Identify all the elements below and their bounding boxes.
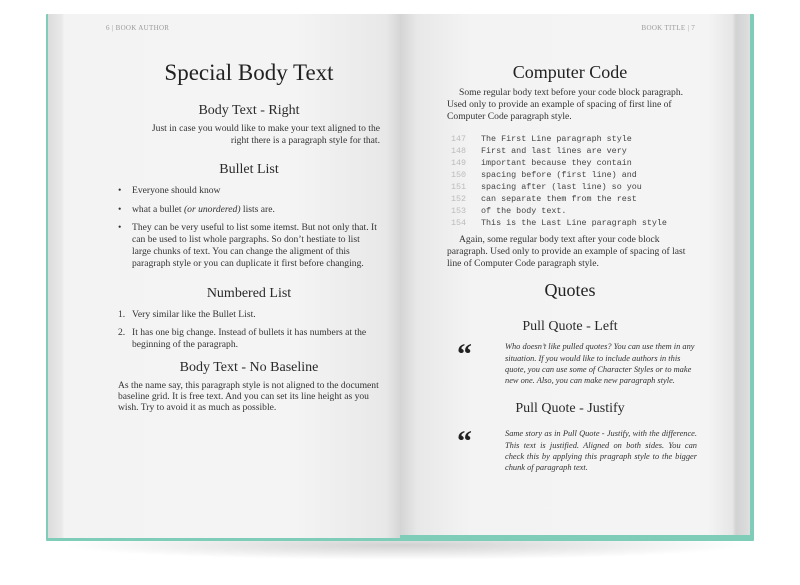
quotes-title: Quotes: [544, 280, 596, 301]
right-page: [400, 14, 750, 535]
pull-quote-justify-text: Same story as in Pull Quote - Justify, with the difference. This text is justified. Aligned on both sides. You can check this by applying this pragraph style to the bigger chunk of paragraph text.: [505, 429, 697, 473]
list-item: [118, 185, 380, 197]
code-line: [451, 157, 693, 169]
code-line: [451, 133, 693, 145]
bullet-list: [118, 185, 380, 270]
code-text: can separate them from the rest: [481, 193, 637, 204]
code-text: The First Line paragraph style: [481, 133, 632, 144]
bullet-icon: •: [118, 203, 122, 215]
running-head-left: 6 | BOOK AUTHOR: [106, 24, 170, 32]
item-text: lists are.: [240, 203, 275, 215]
list-item: [118, 327, 380, 351]
code-line: [451, 193, 693, 205]
list-item: [118, 222, 380, 271]
code-text: spacing before (first line) and: [481, 169, 637, 180]
no-baseline-text: As the name say, this paragraph style is not aligned to the document baseline grid. It is free text. And you can set its line height as you wish. Try to avoid it as much as possible.: [118, 380, 379, 414]
left-page-content: [118, 58, 380, 413]
code-line: [451, 217, 693, 229]
line-number: 149: [451, 157, 467, 168]
line-number: 147: [451, 133, 467, 144]
pull-quote-justify: [447, 425, 697, 473]
line-number: 150: [451, 169, 467, 180]
text-line: right there is a paragraph style for that.: [230, 135, 380, 147]
code-text: of the body text.: [481, 205, 567, 216]
item-text: Everyone should know: [132, 185, 221, 197]
line-number: 154: [451, 217, 467, 228]
quote-mark-icon: “: [457, 425, 472, 459]
item-text: Very similar like the Bullet List.: [132, 308, 256, 320]
item-text: They can be very useful to list some itemst. But not only that. It can be used to list whole pargraphs. So don’t hestiate to list large chunks of text. You can change the aligment of this paragraph style or you can duplicate it first before changing.: [132, 221, 377, 270]
code-text: spacing after (last line) so you: [481, 181, 642, 192]
heading-numbered-list: Numbered List: [206, 285, 292, 301]
code-text: First and last lines are very: [481, 145, 627, 156]
line-number: 151: [451, 181, 467, 192]
bullet-icon: •: [118, 221, 122, 233]
bullet-icon: •: [118, 185, 122, 197]
item-emphasis: (or unordered): [183, 203, 241, 215]
code-line: [451, 145, 693, 157]
line-number: 152: [451, 193, 467, 204]
code-text: important because they contain: [481, 157, 632, 168]
after-code-text: Again, some regular body text after your code block paragraph. Used only to provide an example of spacing of last line of Computer Code paragraph style.: [447, 233, 686, 270]
numbered-list: [118, 309, 380, 352]
text-line: Just in case you would like to make your text aligned to the: [151, 123, 380, 134]
heading-bullet-list: Bullet List: [219, 162, 279, 178]
list-item: [118, 309, 380, 321]
quote-mark-icon: “: [457, 338, 472, 372]
list-item: [118, 204, 380, 216]
code-line: [451, 181, 693, 193]
heading-pull-justify: Pull Quote - Justify: [515, 401, 625, 417]
book-spread: [46, 14, 754, 541]
left-page: [48, 14, 400, 538]
before-code-text: Some regular body text before your code block paragraph. Used only to provide an example of spacing of first line of Computer Code paragraph style.: [447, 87, 684, 123]
code-text: This is the Last Line paragraph style: [481, 217, 667, 228]
pull-quote-left-text: Who doesn’t like pulled quotes? You can use them in any situation. If you would like to include authors in this quote, you can use some of Character Styles or to make new one. Also, you can make new paragraph style.: [505, 342, 695, 386]
line-number: 153: [451, 205, 467, 216]
item-text: what a bullet: [132, 203, 184, 215]
item-text: It has one big change. Instead of bullets it has numbers at the beginning of the paragraph.: [132, 326, 367, 351]
code-title: Computer Code: [512, 62, 628, 82]
running-head-right: BOOK TITLE | 7: [641, 24, 695, 32]
item-number: 1.: [118, 308, 126, 320]
code-block: [451, 133, 693, 229]
line-number: 148: [451, 145, 467, 156]
pull-quote-left: [447, 338, 695, 386]
heading-body-right: Body Text - Right: [198, 103, 300, 118]
code-line: [451, 205, 693, 217]
item-number: 2.: [118, 326, 126, 338]
page-title: Special Body Text: [164, 60, 334, 85]
heading-pull-left: Pull Quote - Left: [522, 319, 618, 335]
right-page-content: [447, 60, 697, 474]
heading-no-baseline: Body Text - No Baseline: [179, 360, 319, 376]
body-right-text: [118, 123, 380, 147]
code-line: [451, 169, 693, 181]
